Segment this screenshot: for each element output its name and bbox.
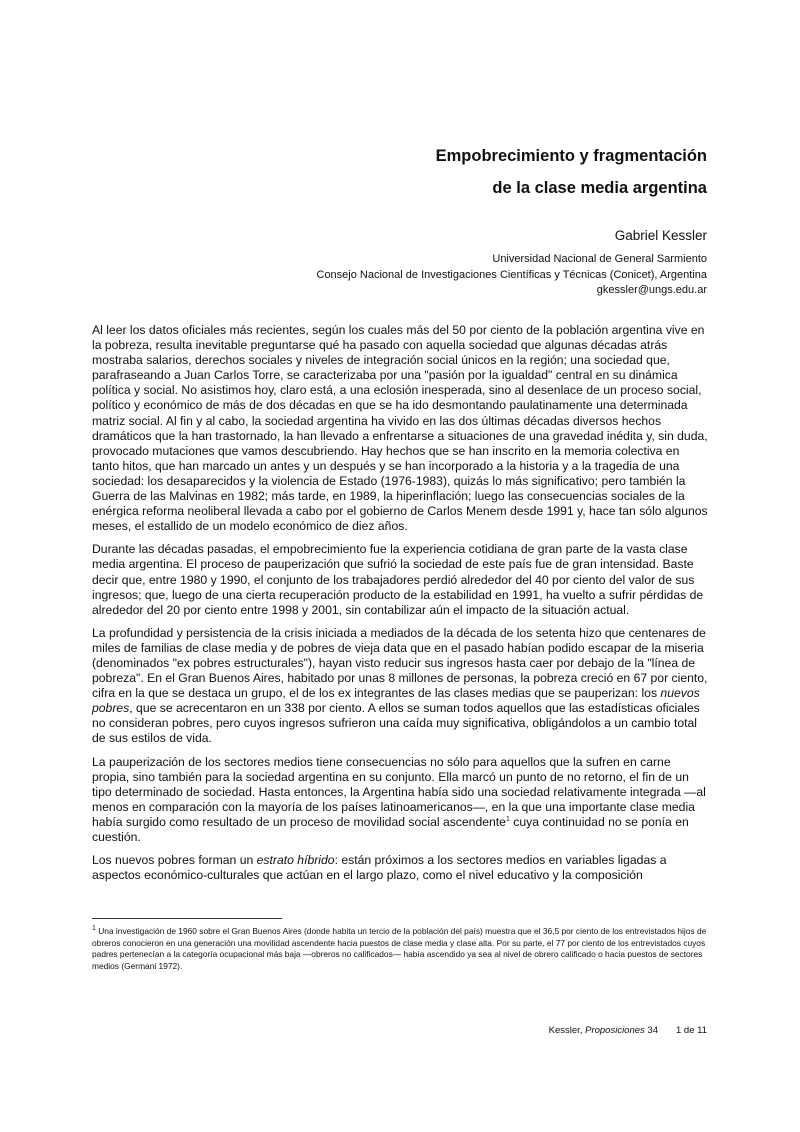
title-line-2: de la clase media argentina (492, 179, 707, 197)
footnote-text: Una investigación de 1960 sobre el Gran Buenos Aires (donde habita un tercio de la población del país) muestra que el 36,5 por ciento de los entrevistados hijos de obreros conocieron en una generación una movilidad ascendente hacia puestos de clase media y clase alta. Por su parte, el 77 por ciento de los entrevistados cuyos padres pertenecían a la categoría ocupacional más baja —obreros no calificados— había ascendido ya sea al nivel de obrero calificado o hacia puestos de sectores medios (Germani 1972). (92, 926, 707, 971)
body-text (92, 323, 708, 891)
footnote-1 (92, 926, 708, 972)
paragraph-3-text-b: , que se acrecentaron en un 338 por ciento. A ellos se suman todos aquellos que las estadísticas oficiales no consideran pobres, pero cuyos ingresos sufrieron una caída muy significativa, obligándolos a un cambio total de sus estilos de vida. (92, 701, 700, 746)
affiliation-council: Consejo Nacional de Investigaciones Científicas y Técnicas (Conicet), Argentina (316, 268, 707, 281)
title-line-1: Empobrecimiento y fragmentación (435, 147, 707, 165)
footnote-divider (92, 918, 282, 919)
author-name: Gabriel Kessler (614, 228, 707, 243)
paper-title (436, 140, 707, 204)
footer-issue: 34 (644, 1025, 658, 1036)
paragraph-5-text-a: Los nuevos pobres forman un (92, 853, 257, 868)
page-number: 1 de 11 (676, 1025, 707, 1036)
footnote-marker: 1 (92, 925, 96, 933)
footer-author: Kessler, (548, 1025, 586, 1036)
emphasis-nuevos-pobres: nuevos pobres (92, 686, 700, 716)
paragraph-5 (92, 853, 708, 883)
author-email[interactable]: gkessler@ungs.edu.ar (596, 284, 707, 296)
footer-journal: Proposiciones (585, 1025, 645, 1036)
footnote-ref-1[interactable]: 1 (505, 815, 510, 823)
emphasis-estrato-hibrido: estrato híbrido (256, 853, 335, 868)
page-footer (549, 1025, 707, 1036)
paragraph-2: Durante las décadas pasadas, el empobrecimiento fue la experiencia cotidiana de gran parte de la vasta clase media argentina. El proceso de pauperización que sufrió la sociedad de este país fue de gran intensidad. Baste decir que, entre 1980 y 1990, el conjunto de los trabajadores perdió alrededor del 40 por ciento del valor de sus ingresos; que, luego de una cierta recuperación producto de la estabilidad en 1991, ha vuelto a sufrir pérdidas de alrededor del 20 por ciento entre 1998 y 2001, sin contabilizar aún el impacto de la situación actual. (92, 542, 704, 617)
author-affiliation (317, 252, 708, 299)
paragraph-3 (92, 626, 708, 747)
paragraph-3-text-a: La profundidad y persistencia de la crisis iniciada a mediados de la década de los setenta hizo que centenares de miles de familias de clase media y de pobres de vieja data que en el pasado habían podido escapar de la miseria (denominados "ex pobres estructurales"), hayan visto reducir sus ingresos hasta caer por debajo de la "línea de pobreza". En el Gran Buenos Aires, habitado por unas 8 millones de personas, la pobreza creció en 67 por ciento, cifra en la que se destaca un grupo, el de los ex integrantes de las clases medias que se pauperizan: los (92, 625, 708, 701)
paragraph-4-text-a: La pauperización de los sectores medios tiene consecuencias no sólo para aquellos que la sufren en carne propia, sino también para la sociedad argentina en su conjunto. Ella marcó un punto de no retorno, el fin de un tipo determinado de sociedad. Hasta entonces, la Argentina había sido una sociedad relativamente integrada —al menos en comparación con la mayoría de los países latinoamericanos—, en la que una importante clase media había surgido como resultado de un proceso de movilidad social ascendente (92, 754, 706, 829)
paragraph-4-text-b: cuya continuidad no se ponía en cuestión. (92, 814, 689, 844)
paragraph-1: Al leer los datos oficiales más recientes, según los cuales más del 50 por ciento de la población argentina vive en la pobreza, resulta inevitable preguntarse qué ha pasado con aquella sociedad que algunas décadas atrás mostraba salarios, derechos sociales y niveles de integración social únicos en la región; una sociedad que, parafraseando a Juan Carlos Torre, se caracterizaba por una "pasión por la igualdad" central en su dinámica política y social. No asistimos hoy, claro está, a una eclosión inesperada, sino al desenlace de un proceso social, político y económico de más de dos décadas en que se ha ido desmontando paulatinamente una determinada matriz social. Al fin y al cabo, la sociedad argentina ha vivido en las dos últimas décadas diversos hechos dramáticos que la han trastornado, la han llevado a enfrentarse a situaciones de una gravedad inédita y, sin duda, provocado mutaciones que vamos descubriendo. Hay hechos que se han inscrito en la memoria colectiva en tanto hitos, que han marcado un antes y un después y se han incorporado a la historia y a la tragedia de una sociedad: los desaparecidos y la violencia de Estado (1976-1983), quizás lo más significativo; pero también la Guerra de las Malvinas en 1982; más tarde, en 1989, la hiperinflación; luego las consecuencias sociales de la enérgica reforma neoliberal llevada a cabo por el gobierno de Carlos Menem desde 1991 y, hace tan sólo algunos meses, el estallido de un modelo económico de diez años. (92, 323, 708, 534)
paragraph-5-text-b: : están próximos a los sectores medios en variables ligadas a aspectos económico-culturales que actúan en el largo plazo, como el nivel educativo y la composición (92, 853, 667, 883)
affiliation-university: Universidad Nacional de General Sarmiento (492, 253, 707, 265)
paragraph-4 (92, 755, 708, 846)
